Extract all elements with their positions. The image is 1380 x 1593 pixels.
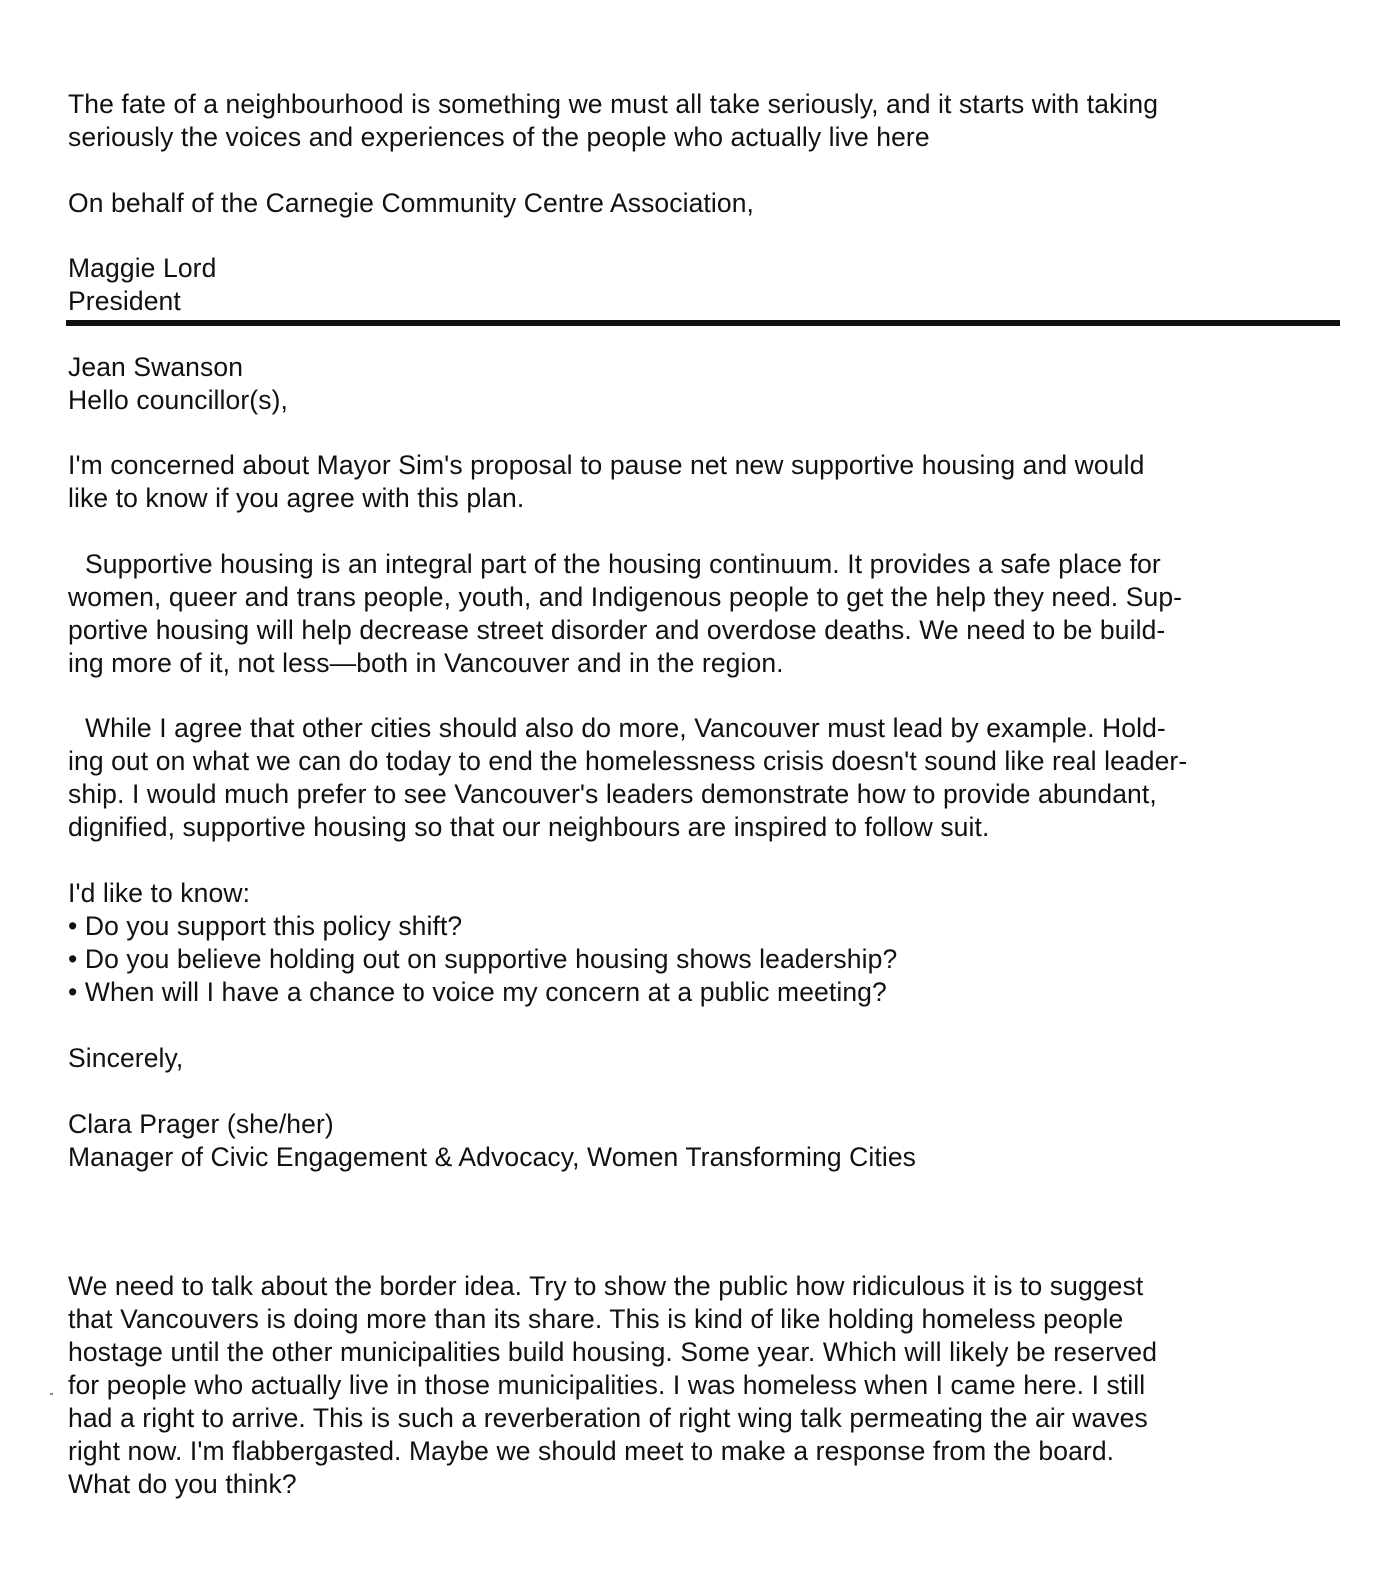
signer-name: Clara Prager (she/her)	[68, 1109, 334, 1139]
email-paragraph-2	[68, 712, 1318, 844]
question-item: • Do you support this policy shift?	[68, 911, 463, 941]
email-paragraph-1	[68, 548, 1318, 680]
email-header	[68, 351, 1318, 417]
closing-text: Sincerely,	[68, 1043, 184, 1073]
signoff-text: On behalf of the Carnegie Community Centre Association,	[68, 188, 755, 218]
question-item: • When will I have a chance to voice my concern at a public meeting?	[68, 977, 887, 1007]
email-greeting: Hello councillor(s),	[68, 385, 288, 415]
text-line: The fate of a neighbourhood is something we must all take seriously, and it starts with taking	[68, 89, 1159, 119]
signature-ccca	[68, 252, 1318, 318]
signer-title: President	[68, 286, 181, 316]
text-line: that Vancouvers is doing more than its share. This is kind of like holding homeless people	[68, 1304, 1124, 1334]
text-line: We need to talk about the border idea. Try to show the public how ridiculous it is to suggest	[68, 1271, 1144, 1301]
scan-artifact	[50, 1393, 53, 1395]
text-line: dignified, supportive housing so that our neighbours are inspired to follow suit.	[68, 812, 990, 842]
text-line: right now. I'm flabbergasted. Maybe we should meet to make a response from the board.	[68, 1436, 1115, 1466]
text-line: hostage until the other municipalities build housing. Some year. Which will likely be reserved	[68, 1337, 1158, 1367]
email-intro	[68, 449, 1318, 515]
signer-title: Manager of Civic Engagement & Advocacy, Women Transforming Cities	[68, 1142, 917, 1172]
text-line: women, queer and trans people, youth, and Indigenous people to get the help they need. Sup-	[68, 582, 1183, 612]
text-line: I'm concerned about Mayor Sim's proposal to pause net new supportive housing and would	[68, 450, 1145, 480]
email-closing	[68, 1042, 1318, 1075]
closing-paragraph	[68, 88, 1318, 154]
email-questions	[68, 877, 1318, 1009]
question-item: • Do you believe holding out on supportive housing shows leadership?	[68, 944, 898, 974]
text-line: had a right to arrive. This is such a reverberation of right wing talk permeating the air waves	[68, 1403, 1148, 1433]
text-line: portive housing will help decrease street disorder and overdose deaths. We need to be build-	[68, 615, 1166, 645]
signoff-ccca	[68, 187, 1318, 220]
text-line: for people who actually live in those municipalities. I was homeless when I came here. I still	[68, 1370, 1146, 1400]
note-paragraph	[68, 1270, 1318, 1501]
text-line: seriously the voices and experiences of the people who actually live here	[68, 122, 930, 152]
horizontal-divider	[66, 320, 1340, 326]
text-line: ing more of it, not less—both in Vancouver and in the region.	[68, 648, 784, 678]
email-signature	[68, 1108, 1318, 1174]
text-line: ing out on what we can do today to end the homelessness crisis doesn't sound like real leader-	[68, 746, 1188, 776]
text-line: like to know if you agree with this plan.	[68, 483, 525, 513]
questions-intro: I'd like to know:	[68, 878, 251, 908]
text-line: While I agree that other cities should also do more, Vancouver must lead by example. Hold-	[85, 713, 1166, 743]
text-line: ship. I would much prefer to see Vancouver's leaders demonstrate how to provide abundant,	[68, 779, 1157, 809]
text-line: What do you think?	[68, 1469, 297, 1499]
forwarded-by: Jean Swanson	[68, 352, 244, 382]
text-line: Supportive housing is an integral part of the housing continuum. It provides a safe place for	[85, 549, 1161, 579]
signer-name: Maggie Lord	[68, 253, 217, 283]
